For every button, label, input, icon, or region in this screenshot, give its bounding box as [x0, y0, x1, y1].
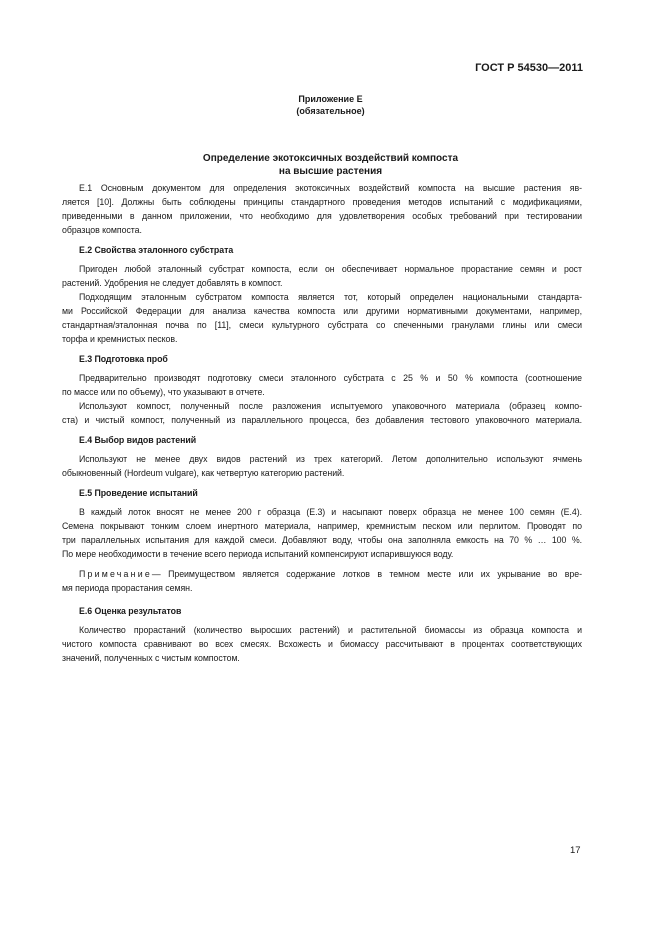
text-line: растений. Удобрения не следует добавлять в компост. — [62, 278, 283, 288]
note-line — [79, 569, 582, 580]
section-heading-e3: Е.3 Подготовка проб — [79, 354, 168, 364]
appendix-heading — [0, 93, 661, 117]
text-line: обыкновенный (Hordeum vulgare), как четвертую категорию растений. — [62, 468, 345, 478]
text-line: ми Российской Федерации для анализа качества компоста или другими нормативными документами, например, — [62, 306, 582, 316]
appendix-status: (обязательное) — [296, 106, 365, 116]
text-line: три параллельных испытания для каждой смеси. Добавляют воду, чтобы она заполняла емкость на 70 % … 100 %. — [62, 535, 582, 545]
text-line: Используют компост, полученный после разложения испытуемого упаковочного материала (образец компо- — [79, 401, 582, 411]
text-line: Семена покрывают тонким слоем инертного материала, например, кремнистым песком или перлитом. Проводят по — [62, 521, 582, 531]
text-line: Е.1 Основным документом для определения экотоксичных воздействий компоста на высшие растения яв- — [79, 183, 582, 193]
text-line: Используют не менее двух видов растений из трех категорий. Летом дополнительно используют ячмень — [79, 454, 582, 464]
appendix-label: Приложение Е — [298, 94, 363, 104]
section-heading-e4: Е.4 Выбор видов растений — [79, 435, 197, 445]
note-label: Примечание — [79, 569, 152, 579]
text-line: Количество прорастаний (количество выросших растений) и растительной биомассы из образца компоста и — [79, 625, 582, 635]
appendix-title — [0, 152, 661, 178]
title-line-2: на высшие растения — [278, 166, 383, 177]
section-heading-e5: Е.5 Проведение испытаний — [79, 488, 198, 498]
text-line: Пригоден любой эталонный субстрат компоста, если он обеспечивает нормальное прорастание семян и рост — [79, 264, 582, 274]
text-line: торфа и кремнистых песков. — [62, 334, 178, 344]
page-number: 17 — [570, 845, 581, 856]
section-heading-e6: Е.6 Оценка результатов — [79, 606, 182, 616]
text-line: По мере необходимости в течение всего периода испытаний компенсируют испарившуюся воду. — [62, 549, 454, 559]
text-line: чистого компоста сравнивают во всех смесях. Всхожесть и биомассу рассчитывают в процентах соответствующих — [62, 639, 582, 649]
text-line: стандартная/эталонная почва по [11], смеси культурного субстрата со спеченными гранулами глины или смеси — [62, 320, 582, 330]
text-line: Предварительно производят подготовку смеси эталонного субстрата с 25 % и 50 % компоста (соотношение — [79, 373, 582, 383]
text-line: Подходящим эталонным субстратом компоста является тот, который определен национальными стандарта- — [79, 292, 582, 302]
text-line: В каждый лоток вносят не менее 200 г образца (Е.3) и насыпают поверх образца не менее 100 семян (Е.4). — [79, 507, 582, 517]
note-text: — Преимуществом является содержание лотков в темном месте или их укрывание во вре- — [151, 569, 582, 579]
text-line: приведенными в данном приложении, что необходимо для удовлетворения особых требований при тестировании — [62, 211, 582, 221]
text-line: ляется [10]. Должны быть соблюдены принципы стандартного проведения методов испытаний с модификациями, — [62, 197, 582, 207]
text-line: по массе или по объему), что указывают в отчете. — [62, 387, 265, 397]
text-line: образцов компоста. — [62, 225, 142, 235]
text-line: значений, полученных с чистым компостом. — [62, 653, 240, 663]
title-line-1: Определение экотоксичных воздействий компоста — [202, 153, 459, 164]
section-heading-e2: Е.2 Свойства эталонного субстрата — [79, 245, 234, 255]
note-line: мя периода прорастания семян. — [62, 583, 193, 593]
standard-code: ГОСТ Р 54530—2011 — [475, 62, 583, 74]
text-line: ста) и чистый компост, полученный из параллельного процесса, без добавления тестового упаковочного материала. — [62, 415, 582, 425]
